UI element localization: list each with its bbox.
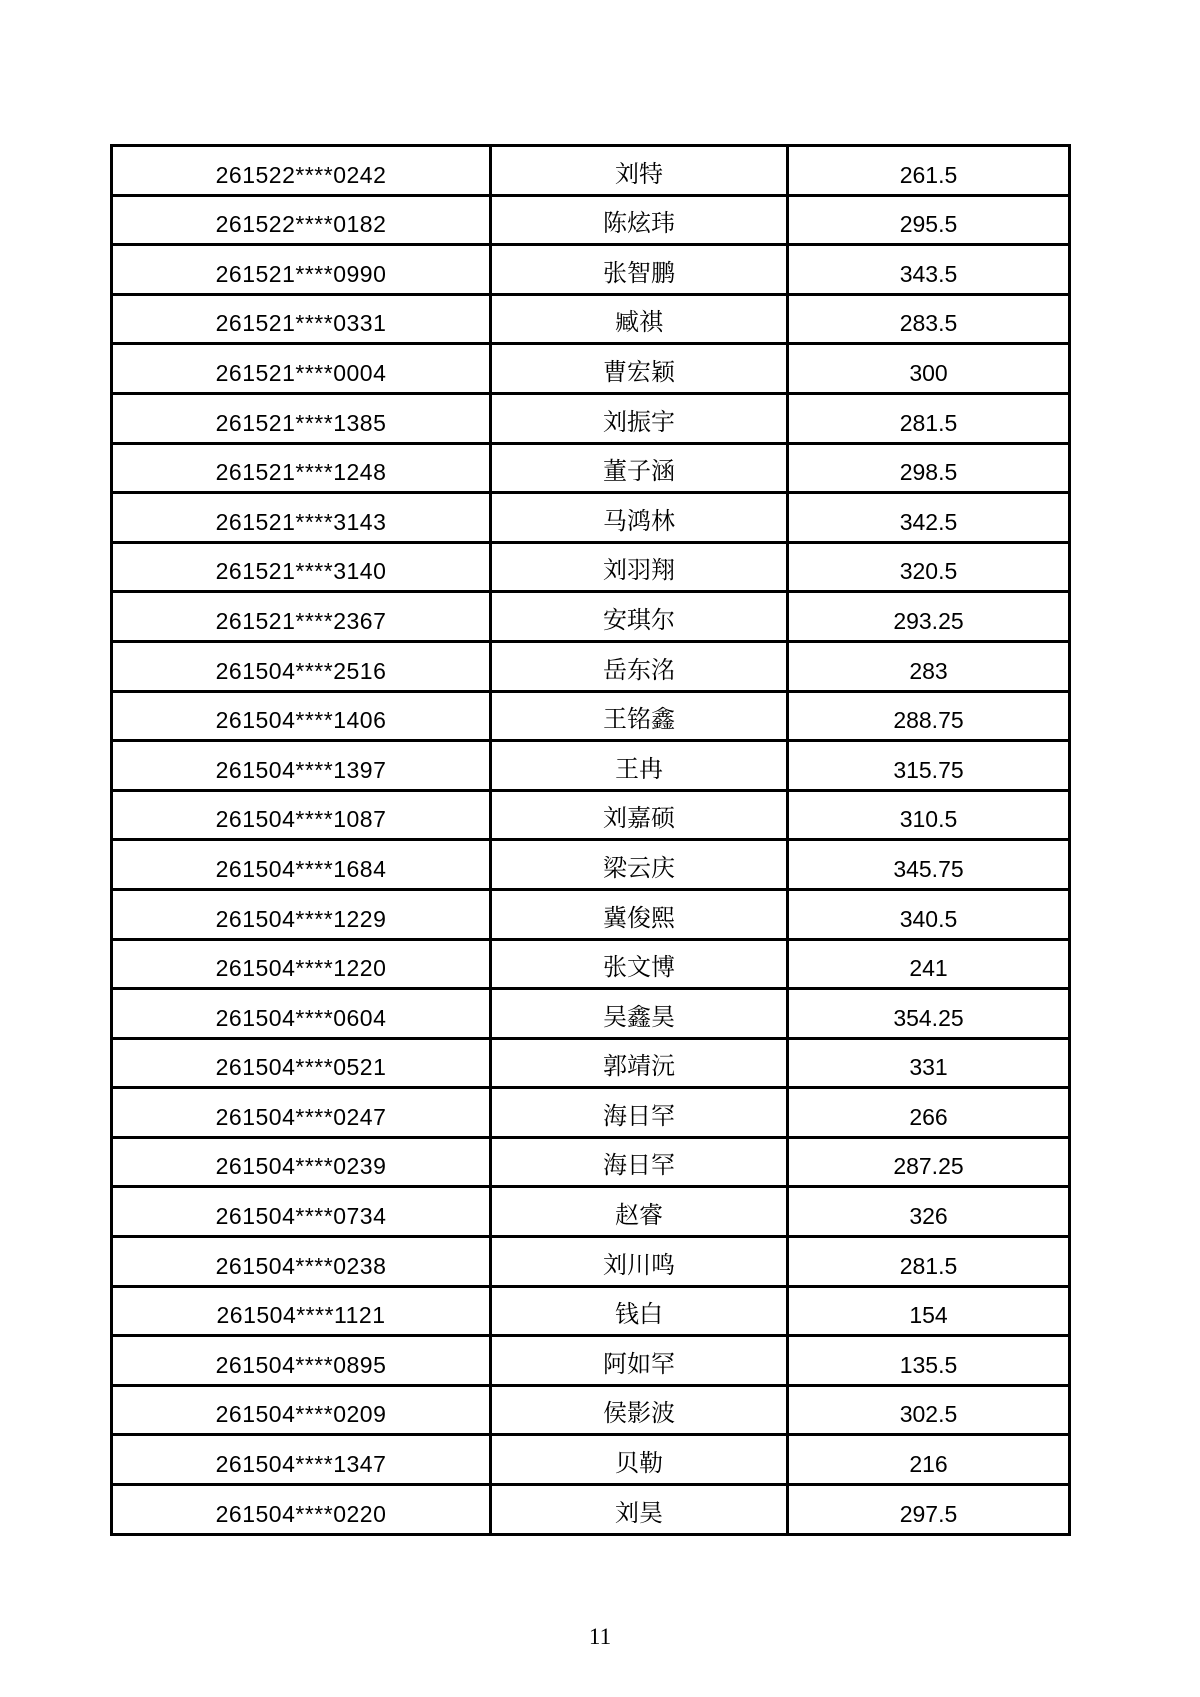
candidate-score-cell: 310.5 [788, 790, 1070, 840]
table-row [112, 1286, 1070, 1336]
candidate-name-cell: 贝勒 [491, 1435, 788, 1485]
candidate-id-cell: 261504****0239 [112, 1137, 491, 1187]
candidate-name-cell: 安琪尔 [491, 592, 788, 642]
candidate-score-cell: 331 [788, 1038, 1070, 1088]
table-row [112, 741, 1070, 791]
candidate-score-cell: 287.25 [788, 1137, 1070, 1187]
table-row [112, 294, 1070, 344]
candidate-name-cell: 刘振宇 [491, 393, 788, 443]
candidate-id-cell: 261504****1684 [112, 840, 491, 890]
candidate-name-cell: 钱白 [491, 1286, 788, 1336]
candidate-score-cell: 266 [788, 1088, 1070, 1138]
table-row [112, 1485, 1070, 1535]
candidate-name-cell: 海日罕 [491, 1088, 788, 1138]
candidate-score-cell: 288.75 [788, 691, 1070, 741]
table-row [112, 889, 1070, 939]
candidate-id-cell: 261521****0004 [112, 344, 491, 394]
candidate-score-cell: 298.5 [788, 443, 1070, 493]
table-row [112, 790, 1070, 840]
candidate-score-cell: 340.5 [788, 889, 1070, 939]
candidate-score-cell: 241 [788, 939, 1070, 989]
candidate-name-cell: 臧祺 [491, 294, 788, 344]
score-table [110, 144, 1071, 1536]
table-row [112, 1038, 1070, 1088]
candidate-id-cell: 261504****1347 [112, 1435, 491, 1485]
table-row [112, 840, 1070, 890]
candidate-id-cell: 261504****0604 [112, 989, 491, 1039]
candidate-id-cell: 261521****1385 [112, 393, 491, 443]
candidate-score-cell: 345.75 [788, 840, 1070, 890]
table-row [112, 493, 1070, 543]
table-row [112, 691, 1070, 741]
table-row [112, 542, 1070, 592]
candidate-id-cell: 261522****0182 [112, 195, 491, 245]
candidate-name-cell: 侯影波 [491, 1385, 788, 1435]
candidate-score-cell: 154 [788, 1286, 1070, 1336]
table-row [112, 939, 1070, 989]
candidate-score-cell: 281.5 [788, 393, 1070, 443]
candidate-score-cell: 300 [788, 344, 1070, 394]
candidate-name-cell: 刘羽翔 [491, 542, 788, 592]
candidate-score-cell: 295.5 [788, 195, 1070, 245]
candidate-id-cell: 261504****1220 [112, 939, 491, 989]
candidate-name-cell: 海日罕 [491, 1137, 788, 1187]
candidate-score-cell: 281.5 [788, 1237, 1070, 1287]
candidate-id-cell: 261504****1121 [112, 1286, 491, 1336]
candidate-score-cell: 326 [788, 1187, 1070, 1237]
table-row [112, 1137, 1070, 1187]
candidate-name-cell: 梁云庆 [491, 840, 788, 890]
candidate-name-cell: 王冉 [491, 741, 788, 791]
table-row [112, 989, 1070, 1039]
table-row [112, 1435, 1070, 1485]
table-row [112, 195, 1070, 245]
candidate-name-cell: 董子涵 [491, 443, 788, 493]
candidate-score-cell: 135.5 [788, 1336, 1070, 1386]
candidate-score-cell: 302.5 [788, 1385, 1070, 1435]
candidate-id-cell: 261504****0220 [112, 1485, 491, 1535]
table-row [112, 1187, 1070, 1237]
candidate-name-cell: 马鸿林 [491, 493, 788, 543]
candidate-id-cell: 261521****0990 [112, 245, 491, 295]
candidate-score-cell: 315.75 [788, 741, 1070, 791]
score-table-body [112, 146, 1070, 1535]
candidate-name-cell: 曹宏颖 [491, 344, 788, 394]
candidate-id-cell: 261521****2367 [112, 592, 491, 642]
candidate-id-cell: 261504****1229 [112, 889, 491, 939]
table-row [112, 641, 1070, 691]
candidate-name-cell: 张智鹏 [491, 245, 788, 295]
candidate-score-cell: 354.25 [788, 989, 1070, 1039]
candidate-id-cell: 261504****0895 [112, 1336, 491, 1386]
candidate-name-cell: 郭靖沅 [491, 1038, 788, 1088]
table-row [112, 146, 1070, 196]
candidate-name-cell: 冀俊熙 [491, 889, 788, 939]
candidate-id-cell: 261521****1248 [112, 443, 491, 493]
candidate-id-cell: 261522****0242 [112, 146, 491, 196]
table-row [112, 245, 1070, 295]
candidate-score-cell: 283.5 [788, 294, 1070, 344]
candidate-id-cell: 261521****3143 [112, 493, 491, 543]
candidate-name-cell: 吴鑫昊 [491, 989, 788, 1039]
table-row [112, 443, 1070, 493]
candidate-id-cell: 261504****0209 [112, 1385, 491, 1435]
candidate-name-cell: 阿如罕 [491, 1336, 788, 1386]
candidate-id-cell: 261521****3140 [112, 542, 491, 592]
candidate-score-cell: 283 [788, 641, 1070, 691]
candidate-name-cell: 张文博 [491, 939, 788, 989]
candidate-score-cell: 216 [788, 1435, 1070, 1485]
candidate-score-cell: 261.5 [788, 146, 1070, 196]
table-row [112, 1088, 1070, 1138]
candidate-id-cell: 261504****1406 [112, 691, 491, 741]
candidate-name-cell: 刘特 [491, 146, 788, 196]
candidate-score-cell: 297.5 [788, 1485, 1070, 1535]
candidate-id-cell: 261504****2516 [112, 641, 491, 691]
candidate-id-cell: 261504****0734 [112, 1187, 491, 1237]
candidate-name-cell: 刘嘉硕 [491, 790, 788, 840]
table-row [112, 1336, 1070, 1386]
table-row [112, 393, 1070, 443]
candidate-score-cell: 320.5 [788, 542, 1070, 592]
candidate-name-cell: 赵睿 [491, 1187, 788, 1237]
candidate-score-cell: 343.5 [788, 245, 1070, 295]
candidate-score-cell: 342.5 [788, 493, 1070, 543]
candidate-id-cell: 261504****0238 [112, 1237, 491, 1287]
candidate-name-cell: 刘昊 [491, 1485, 788, 1535]
table-row [112, 1385, 1070, 1435]
candidate-id-cell: 261504****0247 [112, 1088, 491, 1138]
candidate-id-cell: 261504****1397 [112, 741, 491, 791]
candidate-id-cell: 261521****0331 [112, 294, 491, 344]
table-row [112, 344, 1070, 394]
candidate-score-cell: 293.25 [788, 592, 1070, 642]
candidate-name-cell: 刘川鸣 [491, 1237, 788, 1287]
candidate-id-cell: 261504****1087 [112, 790, 491, 840]
table-row [112, 1237, 1070, 1287]
page-number: 11 [588, 1624, 612, 1649]
table-row [112, 592, 1070, 642]
candidate-name-cell: 王铭鑫 [491, 691, 788, 741]
candidate-name-cell: 岳东洺 [491, 641, 788, 691]
candidate-name-cell: 陈炫玮 [491, 195, 788, 245]
candidate-id-cell: 261504****0521 [112, 1038, 491, 1088]
